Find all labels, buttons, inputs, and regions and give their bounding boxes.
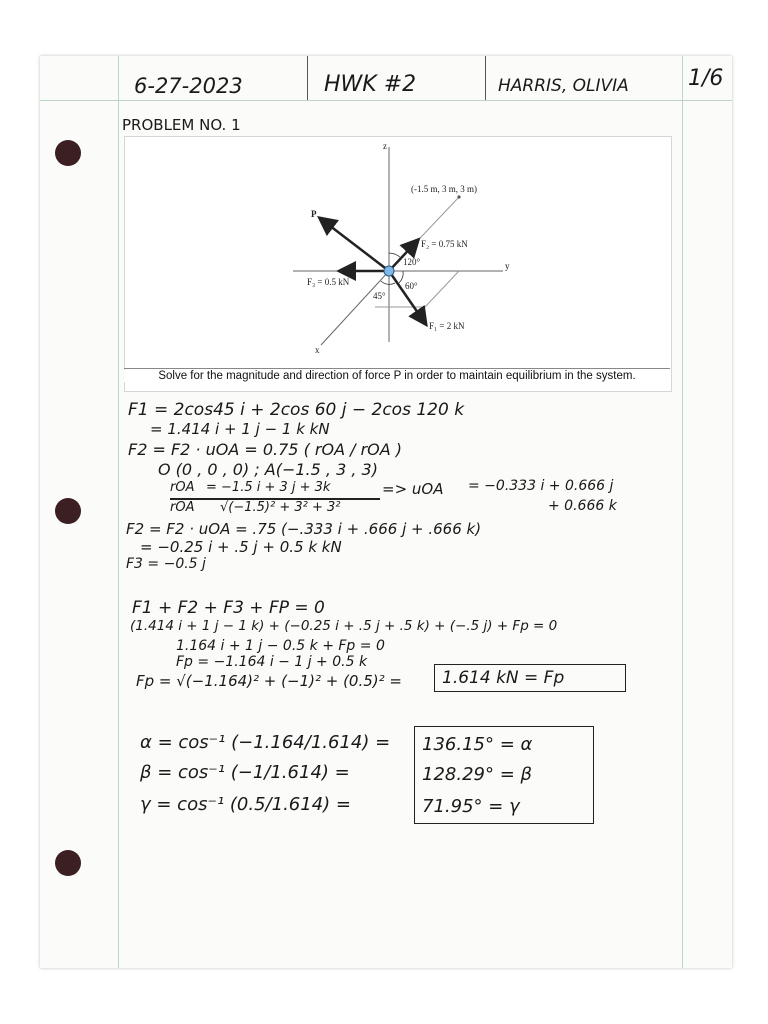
work-line: = −1.5 i + 3 j + 3k <box>206 480 331 495</box>
header-divider <box>485 56 486 100</box>
gamma-result: 71.95° = γ <box>422 796 520 817</box>
force-p-label: P <box>311 209 317 219</box>
angle-arc-120 <box>389 253 401 258</box>
equilibrium-line: Fp = −1.164 i − 1 j + 0.5 k <box>176 654 368 670</box>
point-a-label: (-1.5 m, 3 m, 3 m) <box>411 184 477 194</box>
assignment-title: HWK #2 <box>324 72 417 97</box>
page-number: 1/6 <box>688 66 724 91</box>
caption-rule <box>124 368 670 369</box>
magnitude-equation: Fp = √(−1.164)² + (−1)² + (0.5)² = <box>136 672 402 690</box>
force-f3-label: F₃ = 0.5 kN <box>307 277 350 287</box>
beta-equation: β = cos⁻¹ (−1/1.614) = <box>140 762 350 783</box>
notebook-page <box>40 56 732 968</box>
work-line: => uOA <box>382 480 444 498</box>
work-line: F3 = −0.5 j <box>126 556 206 572</box>
work-line: rOA <box>170 480 195 495</box>
work-line: F2 = F2 · uOA = 0.75 ( rOA / rOA ) <box>128 440 403 459</box>
work-line: = −0.25 i + .5 j + 0.5 k kN <box>140 538 342 556</box>
work-line: F1 = 2cos45 i + 2cos 60 j − 2cos 120 k <box>128 400 465 420</box>
margin-line-right <box>682 56 683 968</box>
angle-label-45: 45° <box>373 291 386 301</box>
work-line: rOA <box>170 500 195 515</box>
margin-line-left <box>118 56 119 968</box>
work-line: F2 = F2 · uOA = .75 (−.333 i + .666 j + .666 k) <box>126 520 482 538</box>
gamma-equation: γ = cos⁻¹ (0.5/1.614) = <box>140 794 351 815</box>
figure-caption: Solve for the magnitude and direction of force P in order to maintain equilibrium in the system. <box>124 370 670 382</box>
work-line: + 0.666 k <box>548 498 617 514</box>
beta-result: 128.29° = β <box>422 764 532 785</box>
problem-title: PROBLEM NO. 1 <box>122 116 241 134</box>
binder-hole <box>55 140 81 166</box>
angle-arc-45 <box>381 281 395 284</box>
magnitude-result: 1.614 kN = Fp <box>442 668 565 688</box>
work-line: O (0 , 0 , 0) ; A(−1.5 , 3 , 3) <box>158 460 378 479</box>
date: 6-27-2023 <box>134 74 243 98</box>
force-f1-arrow <box>389 271 425 323</box>
binder-hole <box>55 498 81 524</box>
force-diagram <box>124 136 672 392</box>
work-line: = −0.333 i + 0.666 j <box>468 478 614 494</box>
angle-arc-60 <box>399 271 403 283</box>
origin-point <box>384 266 394 276</box>
angle-label-120: 120° <box>403 257 421 267</box>
work-line: = 1.414 i + 1 j − 1 k kN <box>150 420 330 438</box>
point-a <box>457 195 460 198</box>
force-diagram-svg <box>125 137 671 391</box>
equilibrium-line: 1.164 i + 1 j − 0.5 k + Fp = 0 <box>176 638 385 654</box>
alpha-result: 136.15° = α <box>422 734 533 755</box>
z-axis-label: z <box>383 141 387 151</box>
x-axis-label: x <box>315 345 320 355</box>
equilibrium-line: (1.414 i + 1 j − 1 k) + (−0.25 i + .5 j + .5 k) + (−.5 j) + Fp = 0 <box>130 618 558 634</box>
force-f2-label: F₂ = 0.75 kN <box>421 239 468 249</box>
header-rule <box>40 100 732 101</box>
header-divider <box>307 56 308 100</box>
angle-label-60: 60° <box>405 281 418 291</box>
force-f1-label: F₁ = 2 kN <box>429 321 465 331</box>
y-axis-label: y <box>505 261 510 271</box>
force-p-arrow <box>321 219 389 271</box>
alpha-equation: α = cos⁻¹ (−1.164/1.614) = <box>140 732 391 753</box>
binder-hole <box>55 850 81 876</box>
work-line: √(−1.5)² + 3² + 3² <box>220 500 341 515</box>
equilibrium-line: F1 + F2 + F3 + FP = 0 <box>132 598 325 618</box>
student-name: HARRIS, OLIVIA <box>498 76 629 96</box>
